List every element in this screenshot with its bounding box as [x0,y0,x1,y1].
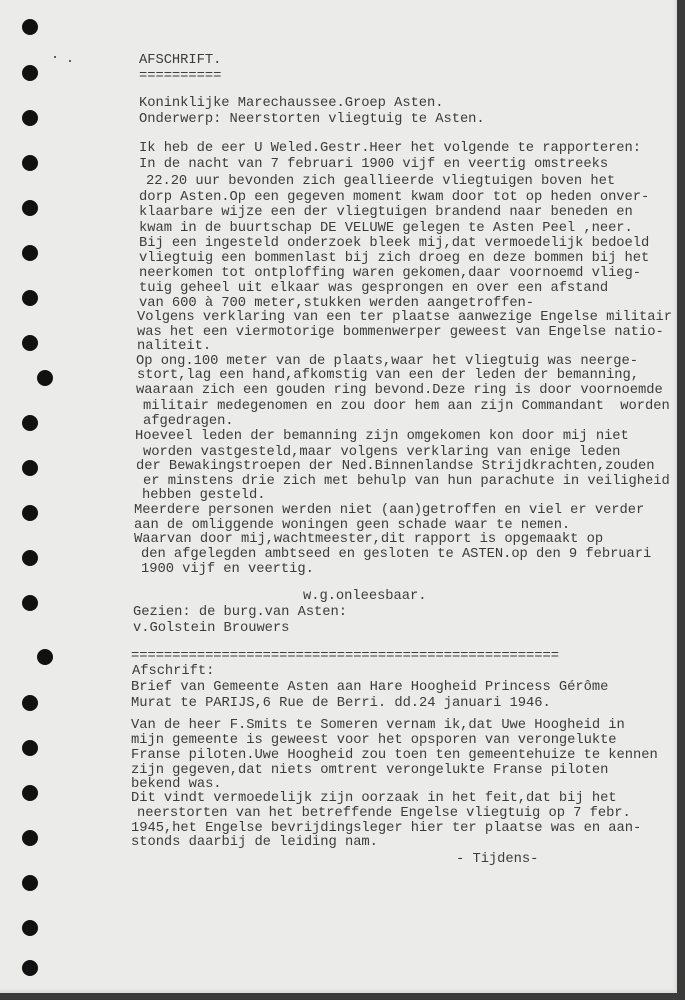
report-line: militair medegenomen en zou door hem aan zijn Commandant worden [143,399,670,414]
report-line: worden vastgesteld,maar volgens verklaring van enige leden [143,445,621,460]
report-line: tuig geheel uit elkaar was gesprongen en over een afstand [139,281,609,296]
report-line: klaarbare wijze een der vliegtuigen brandend naar beneden en [139,205,633,220]
binder-hole [22,155,38,171]
binder-hole [22,65,38,81]
report-line: 22.20 uur bevonden zich geallieerde vliegtuigen boven het [146,174,616,189]
report-line: hebben gesteld. [142,488,266,503]
report-line: Op ong.100 meter van de plaats,waar het vliegtuig was neerge- [136,354,638,369]
letter-line: Dit vindt vermoedelijk zijn oorzaak in het feit,dat bij het [131,791,617,806]
report-line: Ik heb de eer U Weled.Gestr.Heer het volgende te rapporteren: [139,141,641,156]
report-line: kwam in de buurtschap DE VELUWE gelegen te Asten Peel ,neer. [139,221,633,236]
binder-hole [22,960,38,976]
scan-edge-right [677,0,685,1000]
report-line: neerkomen tot ontploffing waren gekomen,daar voornoemd vlieg- [139,266,641,281]
binder-hole [22,740,38,756]
report-line: Meerdere personen werden niet (aan)getroffen en viel er verder [134,503,645,518]
report-line: naliteit. [137,339,212,354]
binder-hole [22,200,38,216]
binder-hole [22,415,38,431]
binder-hole [22,920,38,936]
letter-line: Franse piloten.Uwe Hoogheid zou toen ten gemeentehuize te kennen [131,748,658,763]
binder-hole [22,875,38,891]
binder-hole [22,695,38,711]
copy-title: Afschrift: [132,664,215,679]
report-line: stort,lag een hand,afkomstig van een der leden der bemanning, [137,368,639,383]
subject-line: Onderwerp: Neerstorten vliegtuig te Asten. [139,112,485,127]
report-line: was het een viermotorige bommenwerper geweest van Engelse natio- [137,325,664,340]
section-separator: ==================================================== [131,649,559,664]
binder-hole [22,19,38,35]
report-line: afgedragen. [143,414,234,429]
seen-by-line: Gezien: de burg.van Asten: [133,605,347,620]
report-line: vliegtuig een bommenlast bij zich droeg en deze bommen bij het [139,251,650,266]
report-line: van 600 à 700 meter,stukken werden aangetroffen- [139,296,535,311]
binder-hole [22,290,38,306]
report-line: waaraan zich een gouden ring bevond.Deze ring is door voornoemde [136,383,663,398]
report-line: aan de omliggende woningen geen schade waar te nemen. [134,518,571,533]
letter-line: Van de heer F.Smits te Someren vernam ik,dat Uwe Hoogheid in [131,718,625,733]
letter-header-line: Brief van Gemeente Asten aan Hare Hoogheid Princess Gérôme [131,680,609,695]
report-line: Hoeveel leden der bemanning zijn omgekomen kon door mij niet [135,429,629,444]
binder-hole [22,460,38,476]
report-line: In de nacht van 7 februari 1900 vijf en veertig omstreeks [139,157,609,172]
letter-header-line: Murat te PARIJS,6 Rue de Berri. dd.24 januari 1946. [131,696,551,711]
letter-line: stonds daarbij de leiding nam. [131,835,378,850]
binder-hole [22,245,38,261]
binder-hole [22,550,38,566]
report-line: den afgelegden ambtseed en gesloten te ASTEN.op den 9 februari [141,547,652,562]
report-line: dorp Asten.Op een gegeven moment kwam door tot op heden onver- [139,190,650,205]
report-line: Bij een ingesteld onderzoek bleek mij,dat vermoedelijk bedoeld [139,236,650,251]
report-line: Volgens verklaring van een ter plaatse aanwezige Engelse militair [137,310,672,325]
binder-hole [37,370,53,386]
report-line: der Bewakingstroepen der Ned.Binnenlandse Strijdkrachten,zouden [136,459,655,474]
letter-line: zijn gegeven,dat niets omtrent verongelukte Franse piloten [131,763,609,778]
report-line: er minstens drie zich met behulp van hun parachute in veiligheid [143,474,670,489]
binder-hole [37,649,53,665]
continuation-mark: - Tijdens- [456,852,539,867]
scan-edge-bottom [0,993,685,1000]
binder-hole [22,110,38,126]
document-title: AFSCHRIFT. [139,53,222,68]
signature-line: w.g.onleesbaar. [303,589,427,604]
binder-hole [22,785,38,801]
letter-line: mijn gemeente is geweest voor het opsporen van verongelukte [131,733,617,748]
binder-hole [22,505,38,521]
letter-line: 1945,het Engelse bevrijdingsleger hier ter plaatse was en aan- [131,821,642,836]
report-line: Waarvan door mij,wachtmeester,dit rapport is opgemaakt op [134,532,604,547]
speck [54,56,56,58]
title-underline: ========== [139,69,222,84]
letter-line: neerstorten van het betreffende Engelse vliegtuig op 7 febr. [137,806,631,821]
report-line: 1900 vijf en veertig. [141,562,314,577]
speck [69,60,71,62]
binder-hole [22,830,38,846]
letter-line: bekend was. [131,777,222,792]
seen-by-name: v.Golstein Brouwers [133,621,290,636]
organization-line: Koninklijke Marechaussee.Groep Asten. [139,96,444,111]
binder-hole [22,595,38,611]
binder-hole [22,335,38,351]
